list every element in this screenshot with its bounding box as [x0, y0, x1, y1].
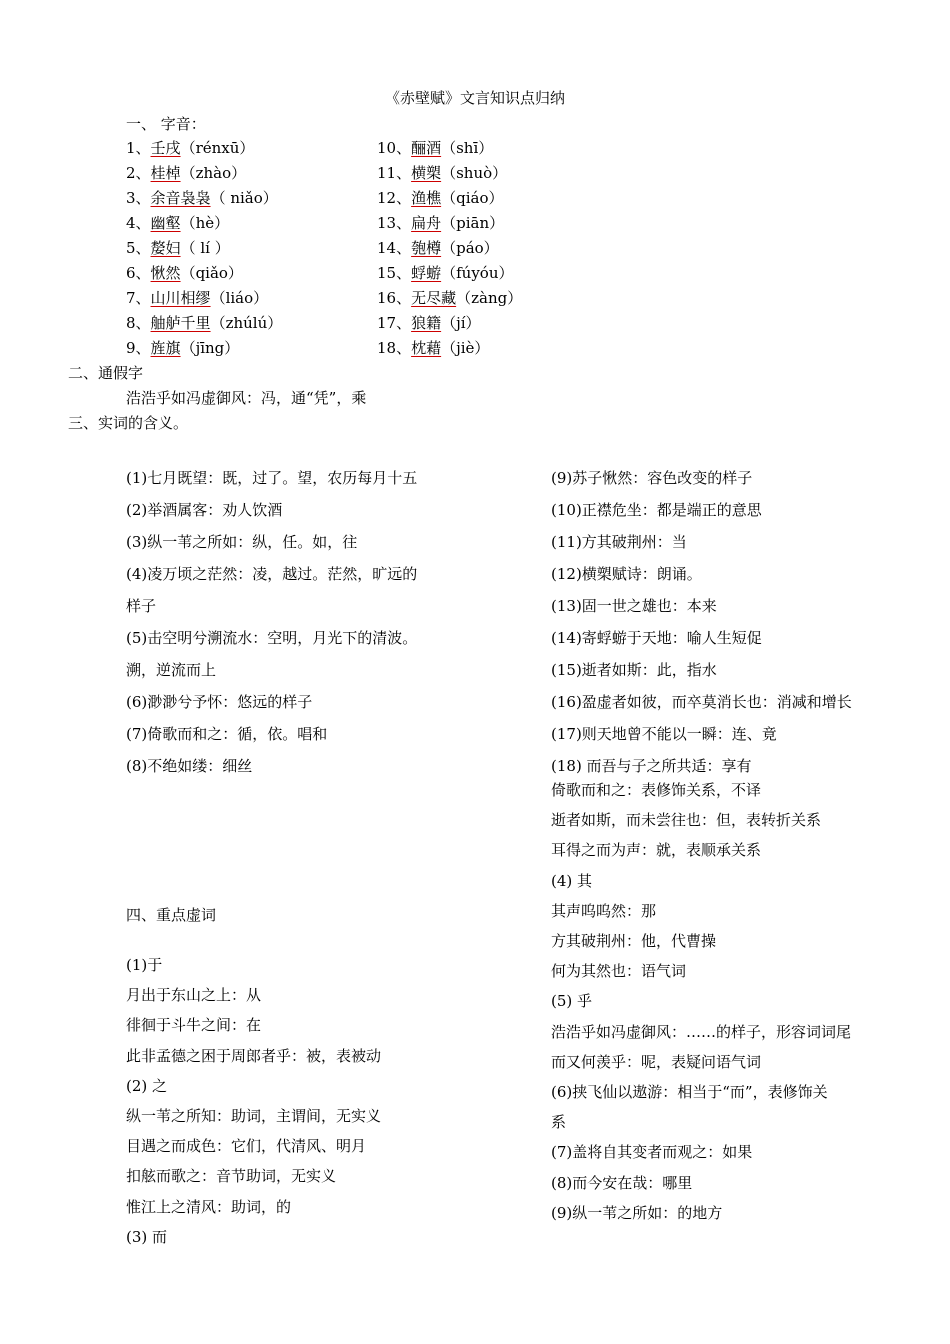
- item-pinyin: （zàng）: [456, 289, 523, 307]
- item-word: 蜉蝣: [411, 264, 442, 282]
- function-word-line: (4) 其: [551, 871, 593, 890]
- pronunciation-item: [377, 188, 503, 208]
- function-word-line: (3) 而: [126, 1227, 168, 1246]
- item-number: 7、: [126, 289, 151, 307]
- pronunciation-item: [126, 338, 239, 358]
- content-word-line: (14)寄蜉蝣于天地：喻人生短促: [551, 629, 762, 647]
- item-number: 15、: [377, 264, 412, 282]
- item-number: 3、: [126, 189, 151, 207]
- content-word-line: (2)举酒属客：劝人饮酒: [126, 501, 283, 519]
- pronunciation-item: [126, 238, 230, 258]
- item-pinyin: （liáo）: [210, 289, 269, 307]
- function-word-line: 纵一苇之所知：助词，主谓间，无实义: [126, 1107, 382, 1125]
- function-word-line: 逝者如斯，而未尝往也：但，表转折关系: [551, 811, 822, 830]
- item-pinyin: （piān）: [441, 214, 505, 232]
- item-pinyin: （rénxū）: [180, 139, 255, 157]
- function-word-line: 月出于东山之上：从: [126, 986, 262, 1005]
- item-pinyin: （jiè）: [441, 339, 490, 357]
- section-heading-tongjiazi: 二、通假字: [68, 364, 144, 382]
- item-pinyin: （jí）: [441, 314, 481, 332]
- item-word: 愀然: [150, 264, 181, 282]
- item-word: 横槊: [411, 164, 442, 182]
- item-word: 扁舟: [411, 214, 442, 232]
- item-word: 渔樵: [411, 189, 442, 207]
- function-word-line: (8)而今安在哉：哪里: [551, 1173, 693, 1192]
- pronunciation-item: [377, 288, 522, 308]
- pronunciation-item: [126, 263, 243, 283]
- function-word-line: 系: [551, 1113, 567, 1132]
- item-word: 山川相缪: [150, 289, 211, 307]
- content-word-line: (16)盈虚者如彼，而卒莫消长也：消减和增长: [551, 693, 852, 711]
- pronunciation-item: [377, 338, 489, 358]
- pronunciation-item: [377, 313, 481, 333]
- item-pinyin: （fúyóu）: [441, 264, 514, 282]
- item-pinyin: （zhúlú）: [210, 314, 283, 332]
- section-heading-content-words: 三、实词的含义。: [68, 414, 189, 432]
- item-number: 18、: [377, 339, 412, 357]
- function-word-line: 徘徊于斗牛之间：在: [126, 1016, 262, 1035]
- item-pinyin: （shī）: [441, 139, 494, 157]
- item-word: 壬戌: [150, 139, 181, 157]
- content-word-line: (18) 而吾与子之所共适：享有: [551, 757, 752, 775]
- content-word-line: (17)则天地曾不能以一瞬：连、竟: [551, 725, 777, 743]
- pronunciation-item: [377, 163, 507, 183]
- item-number: 17、: [377, 314, 412, 332]
- content-word-line: 溯，逆流而上: [126, 661, 217, 679]
- pronunciation-item: [126, 213, 229, 233]
- tongjiazi-line: 浩浩乎如冯虚御风：冯，通“凭”，乘: [126, 389, 367, 407]
- content-word-line: (8)不绝如缕：细丝: [126, 757, 253, 775]
- function-word-line: 目遇之而成色：它们，代清风、明月: [126, 1137, 367, 1156]
- item-pinyin: （ niǎo）: [210, 189, 278, 207]
- item-pinyin: （páo）: [441, 239, 499, 257]
- item-word: 匏樽: [411, 239, 442, 257]
- item-number: 1、: [126, 139, 151, 157]
- content-word-line: (7)倚歌而和之：循，依。唱和: [126, 725, 328, 743]
- pronunciation-item: [377, 213, 504, 233]
- item-word: 酾酒: [411, 139, 442, 157]
- pronunciation-item: [377, 238, 499, 258]
- item-pinyin: （shuò）: [441, 164, 508, 182]
- pronunciation-item: [126, 163, 246, 183]
- page-title: 《赤壁赋》文言知识点归纳: [385, 89, 566, 107]
- function-word-line: 而又何羡乎：呢，表疑问语气词: [551, 1052, 762, 1071]
- function-word-line: 此非孟德之困于周郎者乎：被，表被动: [126, 1046, 382, 1065]
- pronunciation-item: [126, 288, 268, 308]
- item-number: 16、: [377, 289, 412, 307]
- section-heading-function-words: 四、重点虚词: [126, 906, 217, 924]
- content-word-line: (11)方其破荆州：当: [551, 533, 687, 551]
- section-heading-pronunciation: 一、 字音：: [126, 115, 206, 133]
- item-pinyin: （jīng）: [180, 339, 240, 357]
- function-word-line: 其声呜呜然：那: [551, 901, 657, 920]
- content-word-line: (12)横槊赋诗：朗诵。: [551, 565, 702, 583]
- function-word-line: (2) 之: [126, 1076, 168, 1095]
- function-word-line: 耳得之而为声：就，表顺承关系: [551, 841, 762, 860]
- item-number: 12、: [377, 189, 412, 207]
- pronunciation-item: [377, 138, 493, 158]
- function-word-line: (6)挟飞仙以遨游：相当于“而”，表修饰关: [551, 1083, 828, 1101]
- function-word-line: (9)纵一苇之所如：的地方: [551, 1203, 723, 1222]
- item-word: 舳舻千里: [150, 314, 211, 332]
- item-pinyin: （ lí ）: [180, 239, 230, 257]
- item-number: 2、: [126, 164, 151, 182]
- item-number: 13、: [377, 214, 412, 232]
- function-word-line: (7)盖将自其变者而观之：如果: [551, 1143, 753, 1162]
- content-word-line: (3)纵一苇之所如：纵，任。如，往: [126, 533, 358, 551]
- item-word: 狼籍: [411, 314, 442, 332]
- content-word-line: (1)七月既望：既，过了。望，农历每月十五: [126, 469, 418, 487]
- item-word: 无尽藏: [411, 289, 457, 307]
- function-word-line: 浩浩乎如冯虚御风：……的样子，形容词词尾: [551, 1022, 852, 1041]
- item-number: 6、: [126, 264, 151, 282]
- item-word: 桂棹: [150, 164, 181, 182]
- content-word-line: 样子: [126, 597, 157, 615]
- item-pinyin: （hè）: [180, 214, 230, 232]
- pronunciation-item: [126, 138, 254, 158]
- function-word-line: (1)于: [126, 956, 163, 974]
- item-word: 枕藉: [411, 339, 442, 357]
- item-number: 4、: [126, 214, 151, 232]
- item-pinyin: （qiáo）: [441, 189, 504, 207]
- item-number: 5、: [126, 239, 151, 257]
- function-word-line: (5) 乎: [551, 992, 593, 1011]
- content-word-line: (10)正襟危坐：都是端正的意思: [551, 501, 762, 519]
- function-word-line: 扣舷而歌之：音节助词，无实义: [126, 1167, 337, 1186]
- function-word-line: 倚歌而和之：表修饰关系，不译: [551, 781, 762, 799]
- item-number: 8、: [126, 314, 151, 332]
- function-word-line: 惟江上之清风：助词，的: [126, 1197, 292, 1216]
- function-word-line: 方其破荆州：他，代曹操: [551, 932, 717, 950]
- content-word-line: (6)渺渺兮予怀：悠远的样子: [126, 693, 313, 711]
- item-word: 旌旗: [150, 339, 181, 357]
- content-word-line: (5)击空明兮溯流水：空明，月光下的清波。: [126, 629, 418, 647]
- item-word: 幽壑: [150, 214, 181, 232]
- content-word-line: (4)凌万顷之茫然：凌，越过。茫然，旷远的: [126, 565, 418, 583]
- item-number: 14、: [377, 239, 412, 257]
- pronunciation-item: [377, 263, 514, 283]
- content-word-line: (15)逝者如斯：此，指水: [551, 661, 717, 679]
- item-pinyin: （qiǎo）: [180, 264, 243, 282]
- item-number: 11、: [377, 164, 412, 182]
- item-word: 嫠妇: [150, 239, 181, 257]
- content-word-line: (9)苏子愀然：容色改变的样子: [551, 469, 753, 487]
- function-word-line: 何为其然也：语气词: [551, 962, 687, 981]
- content-word-line: (13)固一世之雄也：本来: [551, 597, 717, 615]
- item-word: 余音袅袅: [150, 189, 211, 207]
- pronunciation-item: [126, 188, 278, 208]
- item-number: 10、: [377, 139, 412, 157]
- item-number: 9、: [126, 339, 151, 357]
- item-pinyin: （zhào）: [180, 164, 247, 182]
- pronunciation-item: [126, 313, 282, 333]
